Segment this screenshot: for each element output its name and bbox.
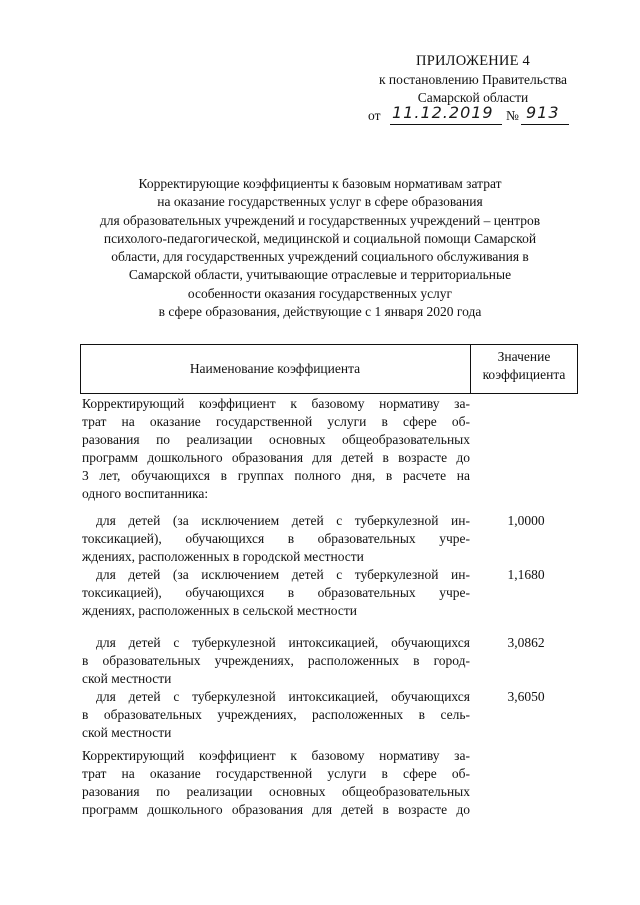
text-line: 3 лет, обучающихся в группах полного дня, в расчете на <box>82 468 470 483</box>
handwritten-number: 913 <box>526 103 560 122</box>
text-line: ждениях, расположенных в городской местности <box>82 549 364 564</box>
header-coefficient-name: Наименование коэффициента <box>189 361 361 376</box>
appendix-block <box>368 52 578 127</box>
text-line: для детей (за исключением детей с туберкулезной ин- <box>96 513 470 528</box>
heading-line: области, для государственных учреждений социального обслуживания в <box>111 249 529 265</box>
document-heading <box>70 175 570 321</box>
text-line: токсикацией), обучающихся в образовательных учре- <box>82 531 470 546</box>
date-number-line <box>368 103 578 127</box>
text-line: ской местности <box>82 671 172 686</box>
number-label: № <box>506 108 519 123</box>
text-line: программ дошкольного образования для детей в возрасте до <box>82 450 470 465</box>
appendix-line-2: Самарской области <box>417 90 529 105</box>
header-value-line-2: коэффициента <box>482 367 566 382</box>
number-underline <box>521 124 569 125</box>
row-3-text <box>82 634 470 688</box>
from-label: от <box>368 108 381 123</box>
text-line: трат на оказание государственной услуги в сфере об- <box>82 766 470 781</box>
text-line: программ дошкольного образования для детей в возрасте до <box>82 802 470 817</box>
row-4-value: 3,6050 <box>507 689 545 704</box>
text-line: ской местности <box>82 725 172 740</box>
heading-line: особенности оказания государственных услуг <box>187 285 453 301</box>
text-line: токсикацией), обучающихся в образовательных учре- <box>82 585 470 600</box>
date-underline <box>390 124 502 125</box>
text-line: разования по реализации основных общеобразовательных <box>82 784 470 799</box>
section-1-text <box>82 395 470 503</box>
heading-line: Корректирующие коэффициенты к базовым нормативам затрат <box>138 176 502 191</box>
heading-line: психолого-педагогической, медицинской и социальной помощи Самарской <box>103 230 537 246</box>
row-1-value: 1,0000 <box>507 513 545 528</box>
text-line: Корректирующий коэффициент к базовому нормативу за- <box>82 396 470 411</box>
text-line: Корректирующий коэффициент к базовому нормативу за- <box>82 748 470 763</box>
text-line: в образовательных учреждениях, расположенных в сель- <box>82 707 470 722</box>
row-1-text <box>82 512 470 566</box>
heading-line: Самарской области, учитывающие отраслевые и территориальные <box>128 267 512 283</box>
text-line: в образовательных учреждениях, расположенных в город- <box>82 653 470 668</box>
heading-line: в сфере образования, действующие с 1 января 2020 года <box>158 304 482 320</box>
row-4-text <box>82 688 470 742</box>
text-line: для детей с туберкулезной интоксикацией, обучающихся <box>96 635 470 650</box>
appendix-title: ПРИЛОЖЕНИЕ 4 <box>416 53 530 69</box>
row-2-value: 1,1680 <box>507 567 545 582</box>
appendix-line-1: к постановлению Правительства <box>378 72 568 87</box>
heading-line: для образовательных учреждений и государственных учреждений – центров <box>99 212 541 228</box>
header-value-line-1: Значение <box>497 349 551 364</box>
section-2-text <box>82 747 470 819</box>
text-line: трат на оказание государственной услуги в сфере об- <box>82 414 470 429</box>
header-coefficient-value <box>471 348 577 384</box>
heading-line: на оказание государственных услуг в сфере образования <box>157 194 483 210</box>
text-line: ждениях, расположенных в сельской местности <box>82 603 358 618</box>
text-line: для детей с туберкулезной интоксикацией, обучающихся <box>96 689 470 704</box>
row-2-text <box>82 566 470 620</box>
text-line: для детей (за исключением детей с туберкулезной ин- <box>96 567 470 582</box>
row-3-value: 3,0862 <box>507 635 545 650</box>
text-line: разования по реализации основных общеобразовательных <box>82 432 470 447</box>
handwritten-date: 11.12.2019 <box>392 103 494 122</box>
text-line: одного воспитанника: <box>82 486 209 501</box>
